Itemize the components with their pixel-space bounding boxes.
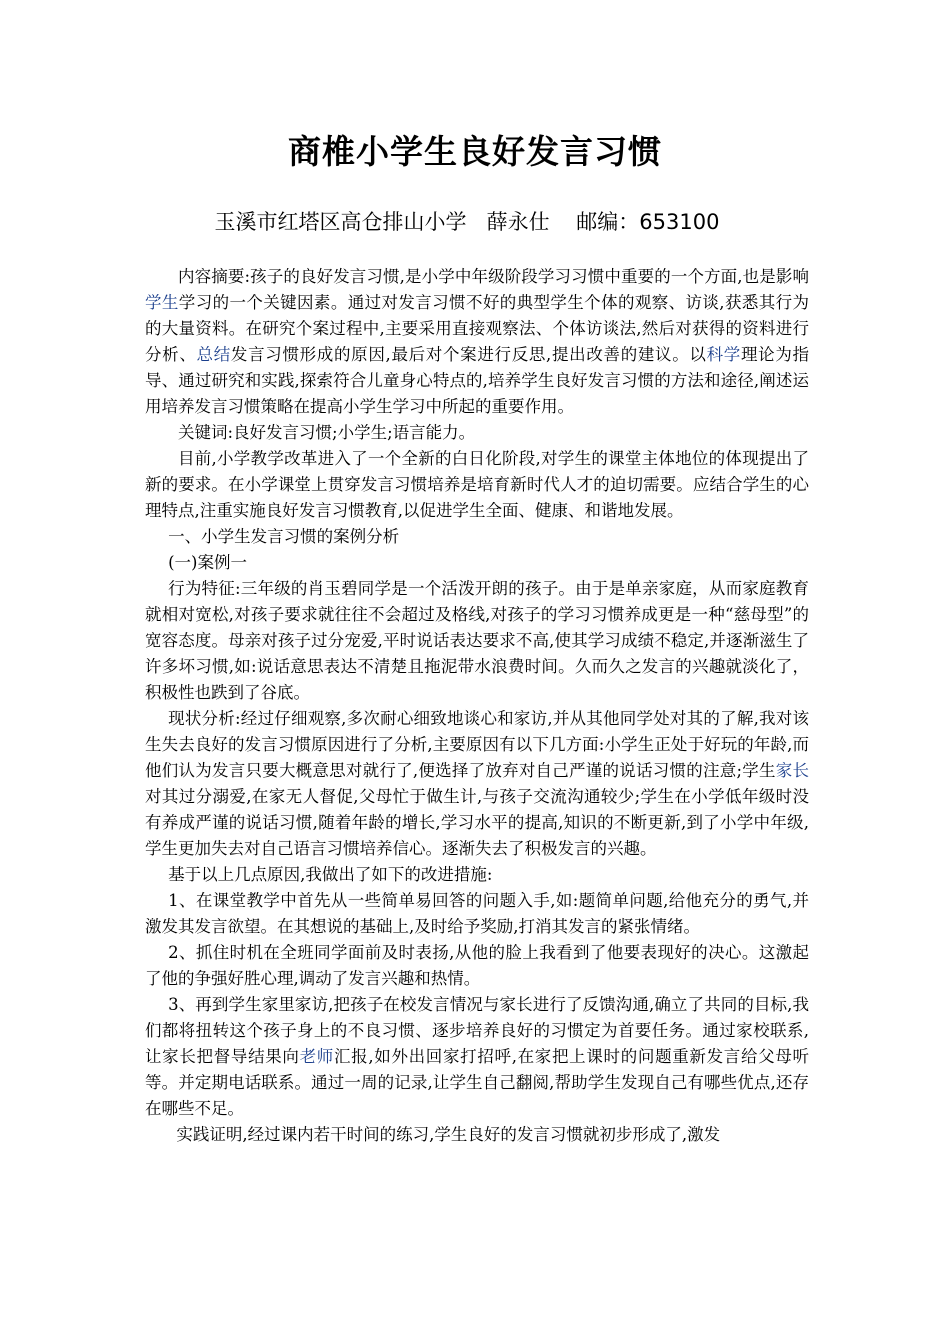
paragraph-text: 现状分析:经过仔细观察,多次耐心细致地谈心和家访,并从其他同学处对其的了解,我对该生失去良好的发言习惯原因进行了分析,主要原因有以下几方面:小学生正处于好玩的年龄,而他们认为发言只要大概意思对就行了,便选择了放弃对自己严谨的说话习惯的注意;学生 — [145, 709, 809, 780]
paragraph — [145, 862, 809, 888]
paragraph-text: 3、再到学生家里家访,把孩子在校发言情况与家长进行了反馈沟通,确立了共同的目标,我们都将扭转这个孩子身上的不良习惯、逐步培养良好的习惯定为首要任务。通过家校联系,让家长把督导结果向 — [145, 995, 809, 1066]
paragraph-text: 对其过分溺爱,在家无人督促,父母忙于做生计,与孩子交流沟通较少;学生在小学低年级时没有养成严谨的说话习惯,随着年龄的增长,学习水平的提高,知识的不断更新,到了小学中年级,学生更加失去对自己语言习惯培养信心。逐渐失去了积极发言的兴趣。 — [145, 787, 809, 858]
document-title: 商椎小学生良好发言习惯 — [288, 132, 662, 171]
paragraph — [145, 888, 809, 940]
paragraph-text: (一)案例一 — [168, 553, 247, 572]
paragraph — [145, 446, 809, 524]
paragraph — [145, 420, 809, 446]
inline-link[interactable]: 学生 — [145, 293, 179, 312]
paragraph — [145, 1122, 809, 1148]
paragraph-text: 学习的一个关键因素。通过对发言习惯不好的典型学生个体的观察、访谈,获悉其行为的大量资料。在研究个案过程中,主要采用直接观察法、个体访谈法,然后对获得的资料进行分析、 — [145, 293, 810, 364]
inline-link[interactable]: 老师 — [299, 1047, 334, 1066]
paragraph-text: 关键词:良好发言习惯;小学生;语言能力。 — [178, 423, 476, 442]
postcode: 653100 — [639, 210, 720, 234]
paragraph — [145, 524, 809, 550]
inline-link[interactable]: 家长 — [775, 761, 809, 780]
paragraph-text: 汇报,如外出回家打招呼,在家把上课时的问题重新发言给父母听等。并定期电话联系。通过一周的记录,让学生自己翻阅,帮助学生发现自己有哪些优点,还存在哪些不足。 — [145, 1047, 809, 1118]
paragraph — [145, 264, 809, 420]
author-line — [0, 206, 934, 236]
paragraph-text: 基于以上几点原因,我做出了如下的改进措施: — [168, 865, 493, 884]
paragraph-text: 发言习惯形成的原因,最后对个案进行反思,提出改善的建议。以 — [230, 345, 707, 364]
inline-link[interactable]: 总结 — [196, 345, 231, 364]
paragraph — [145, 706, 809, 862]
paragraph-text: 理论为指导、通过研究和实践,探索符合儿童身心特点的,培养学生良好发言习惯的方法和途径,阐述运用培养发言习惯策略在提高小学生学习中所起的重要作用。 — [145, 345, 810, 416]
paragraph — [145, 940, 809, 992]
document-body — [145, 264, 809, 1148]
postcode-label: 邮编： — [576, 210, 640, 234]
author-name: 薛永仕 — [486, 210, 550, 234]
paragraph-text: 一、小学生发言习惯的案例分析 — [168, 527, 400, 546]
paragraph — [145, 992, 809, 1122]
paragraph-text: 行为特征:三年级的肖玉碧同学是一个活泼开朗的孩子。由于是单亲家庭，从而家庭教育就相对宽松,对孩子要求就往往不会超过及格线,对孩子的学习习惯养成更是一种“慈母型”的宽容态度。母亲对孩子过分宠爱,平时说话表达要求不高,使其学习成绩不稳定,并逐渐滋生了许多坏习惯,如:说话意思表达不清楚且拖泥带水浪费时间。久而久之发言的兴趣就淡化了，积极性也跌到了谷底。 — [145, 579, 809, 702]
paragraph-text: 内容摘要:孩子的良好发言习惯,是小学中年级阶段学习习惯中重要的一个方面,也是影响 — [178, 267, 809, 286]
paragraph — [145, 576, 809, 706]
paragraph-text: 2、抓住时机在全班同学面前及时表扬,从他的脸上我看到了他要表现好的决心。这激起了他的争强好胜心理,调动了发言兴趣和热情。 — [145, 943, 809, 988]
paragraph-text: 1、在课堂教学中首先从一些简单易回答的问题入手,如:题简单问题,给他充分的勇气,并激发其发言欲望。在其想说的基础上,及时给予奖励,打消其发言的紧张情绪。 — [145, 891, 809, 936]
paragraph — [145, 550, 809, 576]
inline-link[interactable]: 科学 — [706, 345, 741, 364]
paragraph-text: 实践证明,经过课内若干时间的练习,学生良好的发言习惯就初步形成了,激发 — [176, 1125, 721, 1144]
school-name: 玉溪市红塔区高仓排山小学 — [214, 210, 467, 234]
paragraph-text: 目前,小学教学改革进入了一个全新的白日化阶段,对学生的课堂主体地位的体现提出了新的要求。在小学课堂上贯穿发言习惯培养是培育新时代人才的迫切需要。应结合学生的心理特点,注重实施良好发言习惯教育,以促进学生全面、健康、和谐地发展。 — [145, 449, 809, 520]
